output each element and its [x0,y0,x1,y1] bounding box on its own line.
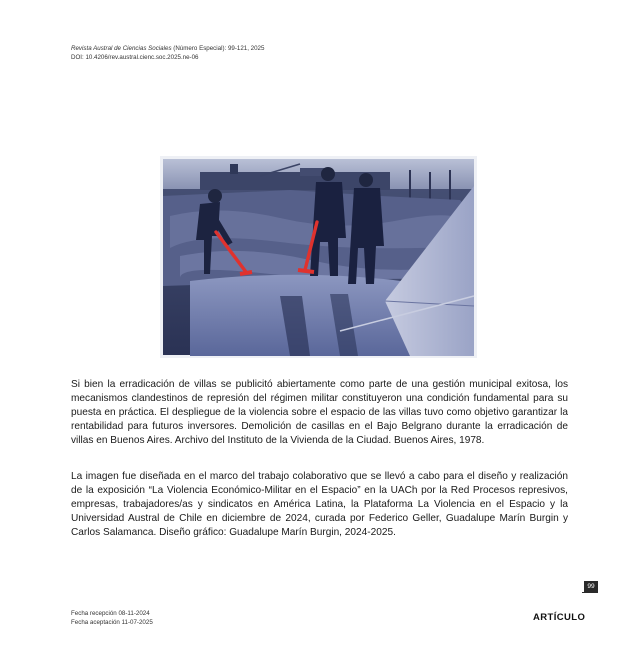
journal-citation [71,45,264,54]
submission-dates [71,610,153,627]
doi: DOI: 10.4206/rev.austral.cienc.soc.2025.ne-06 [71,53,199,61]
running-header [71,45,264,62]
archival-photo [160,156,477,358]
journal-issue: (Número Especial): 99-121, 2025 [173,45,265,52]
journal-title: Revista Austral de Ciencias Sociales [71,45,172,52]
section-label: ARTÍCULO [533,612,586,623]
received-date: Fecha recepción 08-11-2024 [71,610,150,617]
page-number: 99 [584,581,598,593]
page-number-mark [582,592,586,593]
accepted-date: Fecha aceptación 11-07-2025 [71,618,153,626]
credits-paragraph: La imagen fue diseñada en el marco del trabajo colaborativo que se llevó a cabo para el diseño y realización de la exposición “La Violencia Económico-Militar en el Espacio” en la UACh por la Red Procesos represivos, empresas, trabajadores/as y sindicatos en América Latina, la Plataforma La Violencia en el Espacio y la Universidad Austral de Chile en diciembre de 2024, curada por Federico Geller, Guadalupe Marín Burgin y Carlos Salamanca. Diseño gráfico: Guadalupe Marín Burgin, 2024-2025. [71,471,568,539]
photo-illustration [160,156,477,358]
photo-caption: Si bien la erradicación de villas se publicitó abiertamente como parte de una gestión municipal exitosa, los mecanismos clandestinos de represión del régimen militar constituyeron una condición fundamental para su puesta en práctica. El despliegue de la violencia sobre el espacio de las villas tuvo como objetivo garantizar la rentabilidad para futuros inversores. Demolición de casillas en el Bajo Belgrano durante la erradicación de villas en Buenos Aires. Archivo del Instituto de la Vivienda de la Ciudad. Buenos Aires, 1978. [71,379,568,447]
